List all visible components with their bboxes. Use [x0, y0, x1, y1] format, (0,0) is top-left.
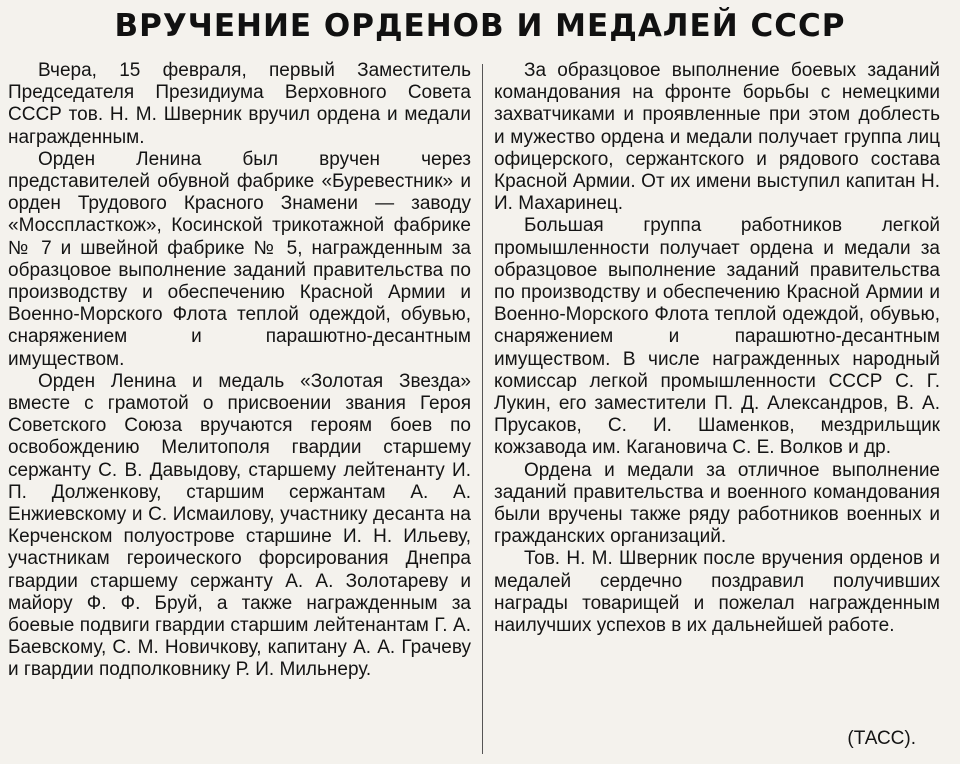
paragraph: За образцовое выполнение боевых заданий командования на фронте борьбы с немецкими захватчиками и проявленные при этом доблесть и мужество ордена и медали получает группа лиц офицерского, сержантского и рядового состава Красной Армии. От их имени выступил капитан Н. И. Махаринец.: [494, 60, 940, 215]
paragraph: Орден Ленина был вручен через представителей обувной фабрике «Буревестник» и орден Трудового Красного Знамени — заводу «Мосспласткож», Косинской трикотажной фабрике № 7 и швейной фабрике № 5, награжденным за образцовое выполнение заданий правительства по производству и обеспечению Красной Армии и Военно-Морского Флота теплой одеждой, обувью, снаряжением и парашютно-десантным имуществом.: [8, 148, 471, 370]
paragraph: Орден Ленина и медаль «Золотая Звезда» вместе с грамотой о присвоении звания Героя Советского Союза вручаются героям боев по освобождению Мелитополя гвардии старшему сержанту С. В. Давыдову, старшему лейтенанту И. П. Долженкову, старшим сержантам А. А. Енжиевскому и С. Исмаилову, участнику десанта на Керченском полуострове старшине И. Н. Ильеву, участникам героического форсирования Днепра гвардии старшему сержанту А. А. Золотареву и майору Ф. Ф. Бруй, а также награжденным за боевые подвиги гвардии старшим лейтенантам Г. А. Баевскому, С. М. Новичкову, капитану А. А. Грачеву и гвардии подполковнику Р. И. Мильнеру.: [8, 370, 471, 681]
column-divider: [482, 64, 483, 754]
paragraph: Большая группа работников легкой промышленности получает ордена и медали за образцовое выполнение заданий правительства по производству и обеспечению Красной Армии и Военно-Морского Флота теплой одеждой, обувью, снаряжением и парашютно-десантным имуществом. В числе награжденных народный комиссар легкой промышленности СССР С. Г. Лукин, его заместители П. Д. Александров, В. А. Прусаков, С. И. Шаменков, мездрильщик кожзавода им. Кагановича С. Е. Волков и др.: [494, 215, 940, 459]
source-attribution: (ТАСС).: [847, 728, 916, 749]
right-column: [494, 60, 940, 637]
paragraph: Вчера, 15 февраля, первый Заместитель Председателя Президиума Верховного Совета СССР тов. Н. М. Шверник вручил ордена и медали награжденным.: [8, 60, 471, 148]
paragraph: Ордена и медали за отличное выполнение заданий правительства и военного командования были вручены также ряду работников военных и гражданских организаций.: [494, 459, 940, 548]
left-column: [8, 60, 471, 682]
headline: ВРУЧЕНИЕ ОРДЕНОВ И МЕДАЛЕЙ СССР: [114, 8, 846, 44]
paragraph: Тов. Н. М. Шверник после вручения орденов и медалей сердечно поздравил получивших награды товарищей и пожелал награжденным наилучших успехов в их дальнейшей работе.: [494, 548, 940, 637]
